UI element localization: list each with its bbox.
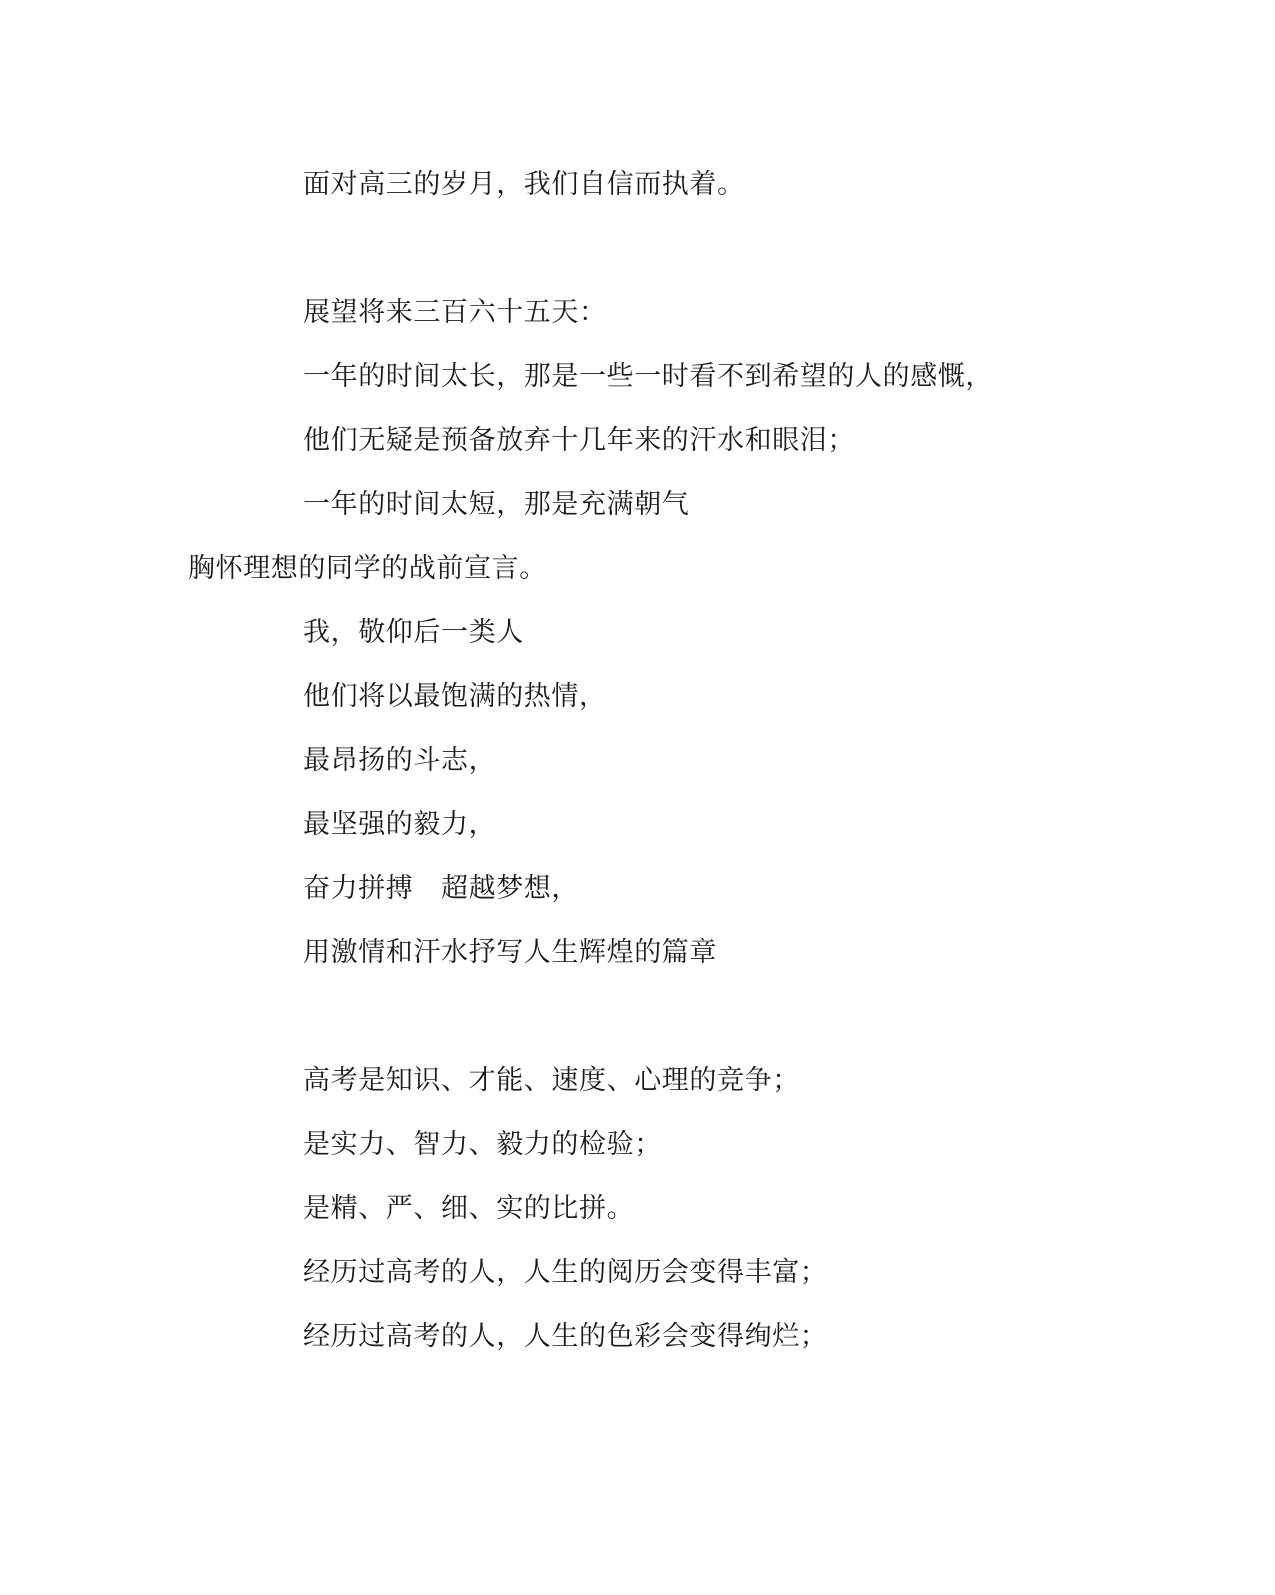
- text-line: 他们将以最饱满的热情，: [303, 681, 607, 712]
- text-line: 经历过高考的人，人生的阅历会变得丰富；: [303, 1257, 828, 1288]
- text-line: 一年的时间太长，那是一些一时看不到希望的人的感慨，: [303, 361, 993, 392]
- text-line: 最坚强的毅力，: [303, 809, 497, 840]
- text-line: 他们无疑是预备放弃十几年来的汗水和眼泪；: [303, 425, 855, 456]
- text-line: 最昂扬的斗志，: [303, 745, 497, 776]
- text-line: 面对高三的岁月，我们自信而执着。: [303, 169, 745, 200]
- text-line: 奋力拼搏 超越梦想，: [303, 873, 579, 904]
- text-line: 一年的时间太短，那是充满朝气: [303, 489, 690, 520]
- text-line: 经历过高考的人，人生的色彩会变得绚烂；: [303, 1321, 828, 1352]
- text-line: 高考是知识、才能、速度、心理的竞争；: [303, 1065, 800, 1096]
- text-line: 用激情和汗水抒写人生辉煌的篇章: [303, 937, 717, 968]
- text-line: 展望将来三百六十五天：: [303, 297, 607, 328]
- text-line: 是实力、智力、毅力的检验；: [303, 1129, 662, 1160]
- text-line: 是精、严、细、实的比拼。: [303, 1193, 635, 1224]
- text-line: 我，敬仰后一类人: [303, 617, 524, 648]
- text-line: 胸怀理想的同学的战前宣言。: [188, 553, 547, 584]
